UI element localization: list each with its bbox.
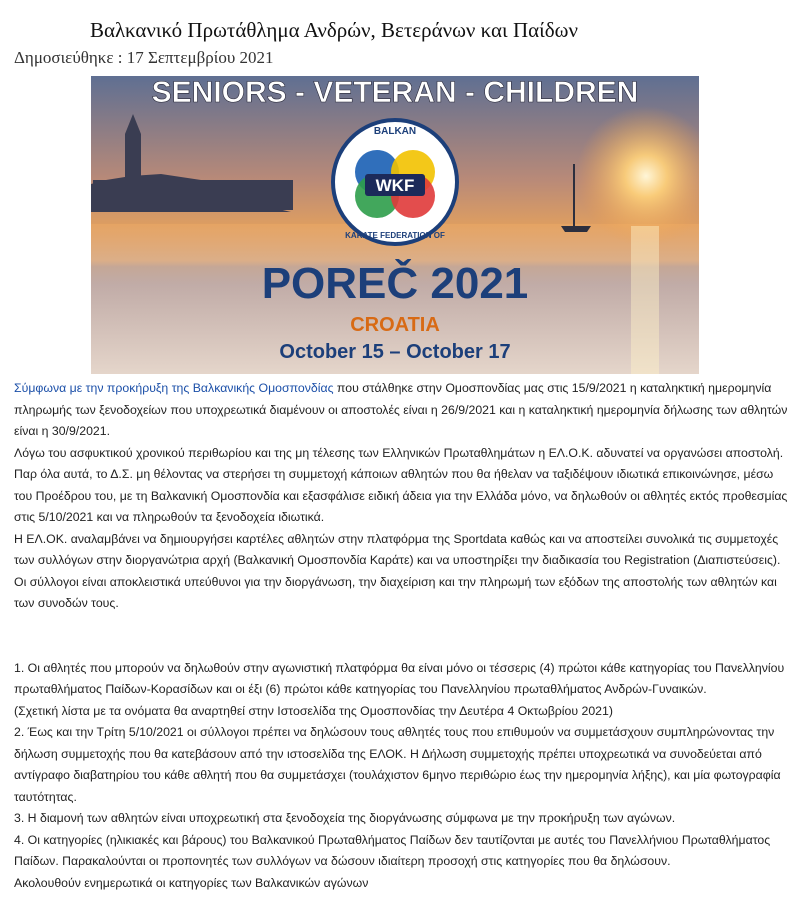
list-item-3: 3. Η διαμονή των αθλητών είναι υποχρεωτική στα ξενοδοχεία της διοργάνωσης σύμφωνα με την προκήρυξη των αγώνων. xyxy=(14,811,676,825)
event-banner xyxy=(91,76,699,374)
paragraph-intro xyxy=(14,378,794,443)
list-item-4: 4. Οι κατηγορίες (ηλικιακές και βάρους) του Βαλκανικού Πρωταθλήματος Παίδων δεν ταυτίζονται με αυτές του Πανελλήνιου Πρωταθλήματος Παίδων. Παρακαλούνται οι προπονητές των συλλόγων να δώσουν ιδιαίτερη προσοχή στις κατηγορίες που θα δηλώσουν. xyxy=(14,832,771,868)
list-item-2: 2. Έως και την Τρίτη 5/10/2021 οι σύλλογοι πρέπει να δηλώσουν τους αθλητές τους που επιθυμούν να συμμετάσχουν συμπληρώνοντας την δήλωση συμμετοχής που θα κατεβάσουν από την ιστοσελίδα της ΕΛΟΚ. Η Δήλωση συμμετοχής πρέπει υποχρεωτικά να συνοδεύεται από αντίγραφο διαβατηρίου του κάθε αθλητή που θα συμμετάσχει (τουλάχιστον 6μηνο περιθώριο έως την ημερομηνία λήξης), και μία φωτογραφία ταυτότητας. xyxy=(14,725,781,804)
article-body xyxy=(14,378,794,894)
spacer xyxy=(14,615,794,658)
banner-dates: October 15 – October 17 xyxy=(279,341,511,363)
list-item-1: 1. Οι αθλητές που μπορούν να δηλωθούν στην αγωνιστική πλατφόρμα θα είναι μόνο οι τέσσερις (4) πρώτοι κάθε κατηγορίας του Πανελληνίου πρωταθλήματος Παίδων-Κορασίδων και οι έξι (6) πρώτοι κάθε κατηγορίας του Πανελληνίου πρωταθλήματος Ανδρών-Γυναικών. xyxy=(14,660,785,696)
published-date: Δημοσιεύθηκε : 17 Σεπτεμβρίου 2021 xyxy=(14,48,274,67)
wkf-logo xyxy=(333,120,457,244)
logo-center-text: WKF xyxy=(375,176,415,195)
logo-top-text: BALKAN xyxy=(373,126,417,137)
banner-country: CROATIA xyxy=(350,314,440,336)
announcement-link[interactable]: Σύμφωνα με την προκήρυξη της Βαλκανικής Ομοσπονδίας xyxy=(14,381,334,395)
paragraph-2: Λόγω του ασφυκτικού χρονικού περιθωρίου και της μη τέλεσης των Ελληνικών Πρωταθλημάτων η ΕΛ.Ο.Κ. αδυνατεί να οργανώσει αποστολή. xyxy=(14,445,784,460)
banner-city-year: POREČ 2021 xyxy=(261,259,529,308)
logo-ring-text: KARATE FEDERATION OF xyxy=(345,231,445,240)
paragraph-3: Παρ όλα αυτά, το Δ.Σ. μη θέλοντας να στερήσει τη συμμετοχή κάποιων αθλητών που θα ήθελαν να ταξιδέψουν ιδιωτικά επικοινώνησε, μέσω του Προέδρου του, με τη Βαλκανική Ομοσπονδία και εξασφάλισε ειδική άδεια για την Ελλάδα μόνο, να δηλωθούν οι αθλητές εκτός προθεσμίας στις 5/10/2021 και να πληρωθούν τα ξενοδοχεία ιδιωτικά. xyxy=(14,467,788,524)
banner-headline: SENIORS - VETERAN - CHILDREN xyxy=(151,76,639,109)
list-note: (Σχετική λίστα με τα ονόματα θα αναρτηθεί στην Ιστοσελίδα της Ομοσπονδίας την Δευτέρα 4 Οκτωβρίου 2021) xyxy=(14,703,613,718)
paragraph-categories: Ακολουθούν ενημερωτικά οι κατηγορίες των Βαλκανικών αγώνων xyxy=(14,875,369,890)
paragraph-4: Η ΕΛ.ΟΚ. αναλαμβάνει να δημιουργήσει καρτέλες αθλητών στην πλατφόρμα της Sportdata καθώς και να αποστείλει συνολικά τις συμμετοχές των συλλόγων στην διοργανώτρια αρχή (Βαλκανική Ομοσπονδία Καράτε) και να υποστηρίξει την διαδικασία του Registration (Διαπιστεύσεις). Οι σύλλογοι είναι αποκλειστικά υπεύθυνοι για την διοργάνωση, την διαχείριση και την πληρωμή των εξόδων της αποστολής των αθλητών και των συνοδών τους. xyxy=(14,531,781,610)
banner-graphic xyxy=(91,76,699,374)
paragraph-intro-text: που στάλθηκε στην Ομοσπονδίας μας στις 15/9/2021 η καταληκτική ημερομηνία πληρωμής των ξενοδοχείων που υποχρεωτικά διαμένουν οι αποστολές είναι η 26/9/2021 και η καταληκτική ημερομηνία δήλωσης των αθλητών είναι η 30/9/2021. xyxy=(14,381,788,438)
article-title: Βαλκανικό Πρωτάθλημα Ανδρών, Βετεράνων και Παίδων xyxy=(90,18,578,42)
